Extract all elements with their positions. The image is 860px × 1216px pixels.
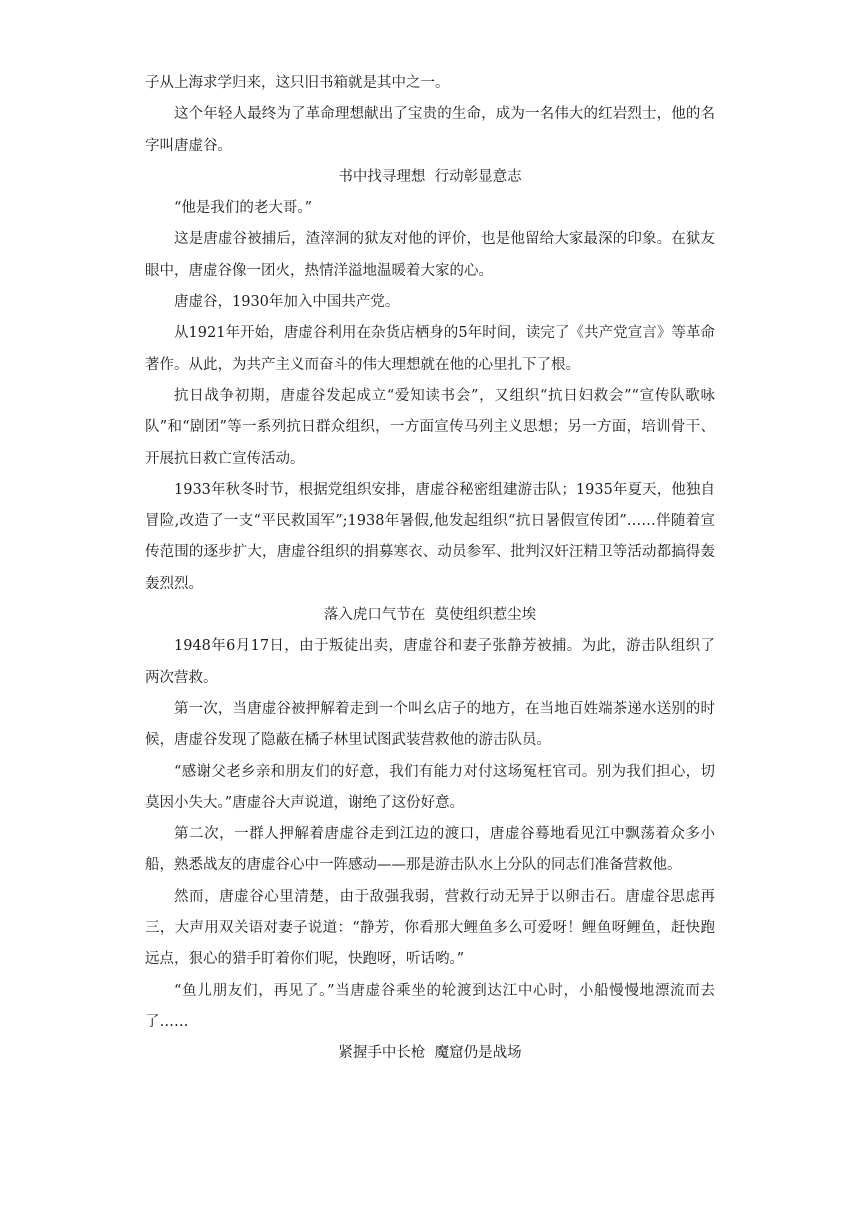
paragraph: 第一次，当唐虚谷被押解着走到一个叫幺店子的地方，在当地百姓端茶递水送别的时候，唐虚谷发现了隐蔽在橘子林里试图武装营救他的游击队员。: [145, 700, 715, 749]
paragraph: 1933年秋冬时节，根据党组织安排，唐虚谷秘密组建游击队；1935年夏天，他独自冒险,改造了一支“平民救国军”;1938年暑假,他发起组织“抗日暑假宣传团”……伴随着宣传范围的逐步扩大，唐虚谷组织的捐募寒衣、动员参军、批判汉奸汪精卫等活动都搞得轰轰烈烈。: [145, 481, 715, 592]
section-heading: 书中找寻理想 行动彰显意志: [338, 168, 522, 185]
paragraph: 从1921年开始，唐虚谷利用在杂货店栖身的5年时间，读完了《共产党宣言》等革命著作。从此，为共产主义而奋斗的伟大理想就在他的心里扎下了根。: [145, 325, 715, 373]
paragraph: “感谢父老乡亲和朋友们的好意，我们有能力对付这场冤枉官司。别为我们担心，切莫因小失大。”唐虚谷大声说道，谢绝了这份好意。: [145, 763, 715, 811]
paragraph: 这个年轻人最终为了革命理想献出了宝贵的生命，成为一名伟大的红岩烈士，他的名字叫唐虚谷。: [145, 106, 715, 154]
section-heading: 落入虎口气节在 莫使组织惹尘埃: [323, 607, 537, 624]
section-heading: 紧握手中长枪 魔窟仍是战场: [338, 1045, 522, 1062]
paragraph: “鱼儿朋友们，再见了。”当唐虚谷乘坐的轮渡到达江中心时，小船慢慢地漂流而去了……: [145, 982, 715, 1030]
paragraph: 抗日战争初期，唐虚谷发起成立“爱知读书会”，又组织“抗日妇救会”“宣传队歌咏队”和“剧团”等一系列抗日群众组织，一方面宣传马列主义思想；另一方面，培训骨干、开展抗日救亡宣传活动。: [145, 387, 715, 467]
paragraph: 然而，唐虚谷心里清楚，由于敌强我弱，营救行动无异于以卵击石。唐虚谷思虑再三，大声用双关语对妻子说道：“静芳，你看那大鲤鱼多么可爱呀！鲤鱼呀鲤鱼，赶快跑远点，狠心的猎手盯着你们呢，快跑呀，听话哟。”: [145, 888, 715, 968]
document-body: [145, 68, 715, 1070]
paragraph: 1948年6月17日，由于叛徒出卖，唐虚谷和妻子张静芳被捕。为此，游击队组织了两次营救。: [145, 638, 715, 686]
paragraph: “他是我们的老大哥。”: [174, 200, 313, 217]
paragraph: 这是唐虚谷被捕后，渣滓洞的狱友对他的评价，也是他留给大家最深的印象。在狱友眼中，唐虚谷像一团火，热情洋溢地温暖着大家的心。: [145, 231, 715, 279]
paragraph: 唐虚谷，1930年加入中国共产党。: [174, 294, 400, 311]
paragraph: 第二次，一群人押解着唐虚谷走到江边的渡口，唐虚谷蓦地看见江中飘荡着众多小船，熟悉战友的唐虚谷心中一阵感动——那是游击队水上分队的同志们准备营救他。: [145, 826, 715, 874]
paragraph-continued: 子从上海求学归来，这只旧书箱就是其中之一。: [145, 75, 450, 91]
